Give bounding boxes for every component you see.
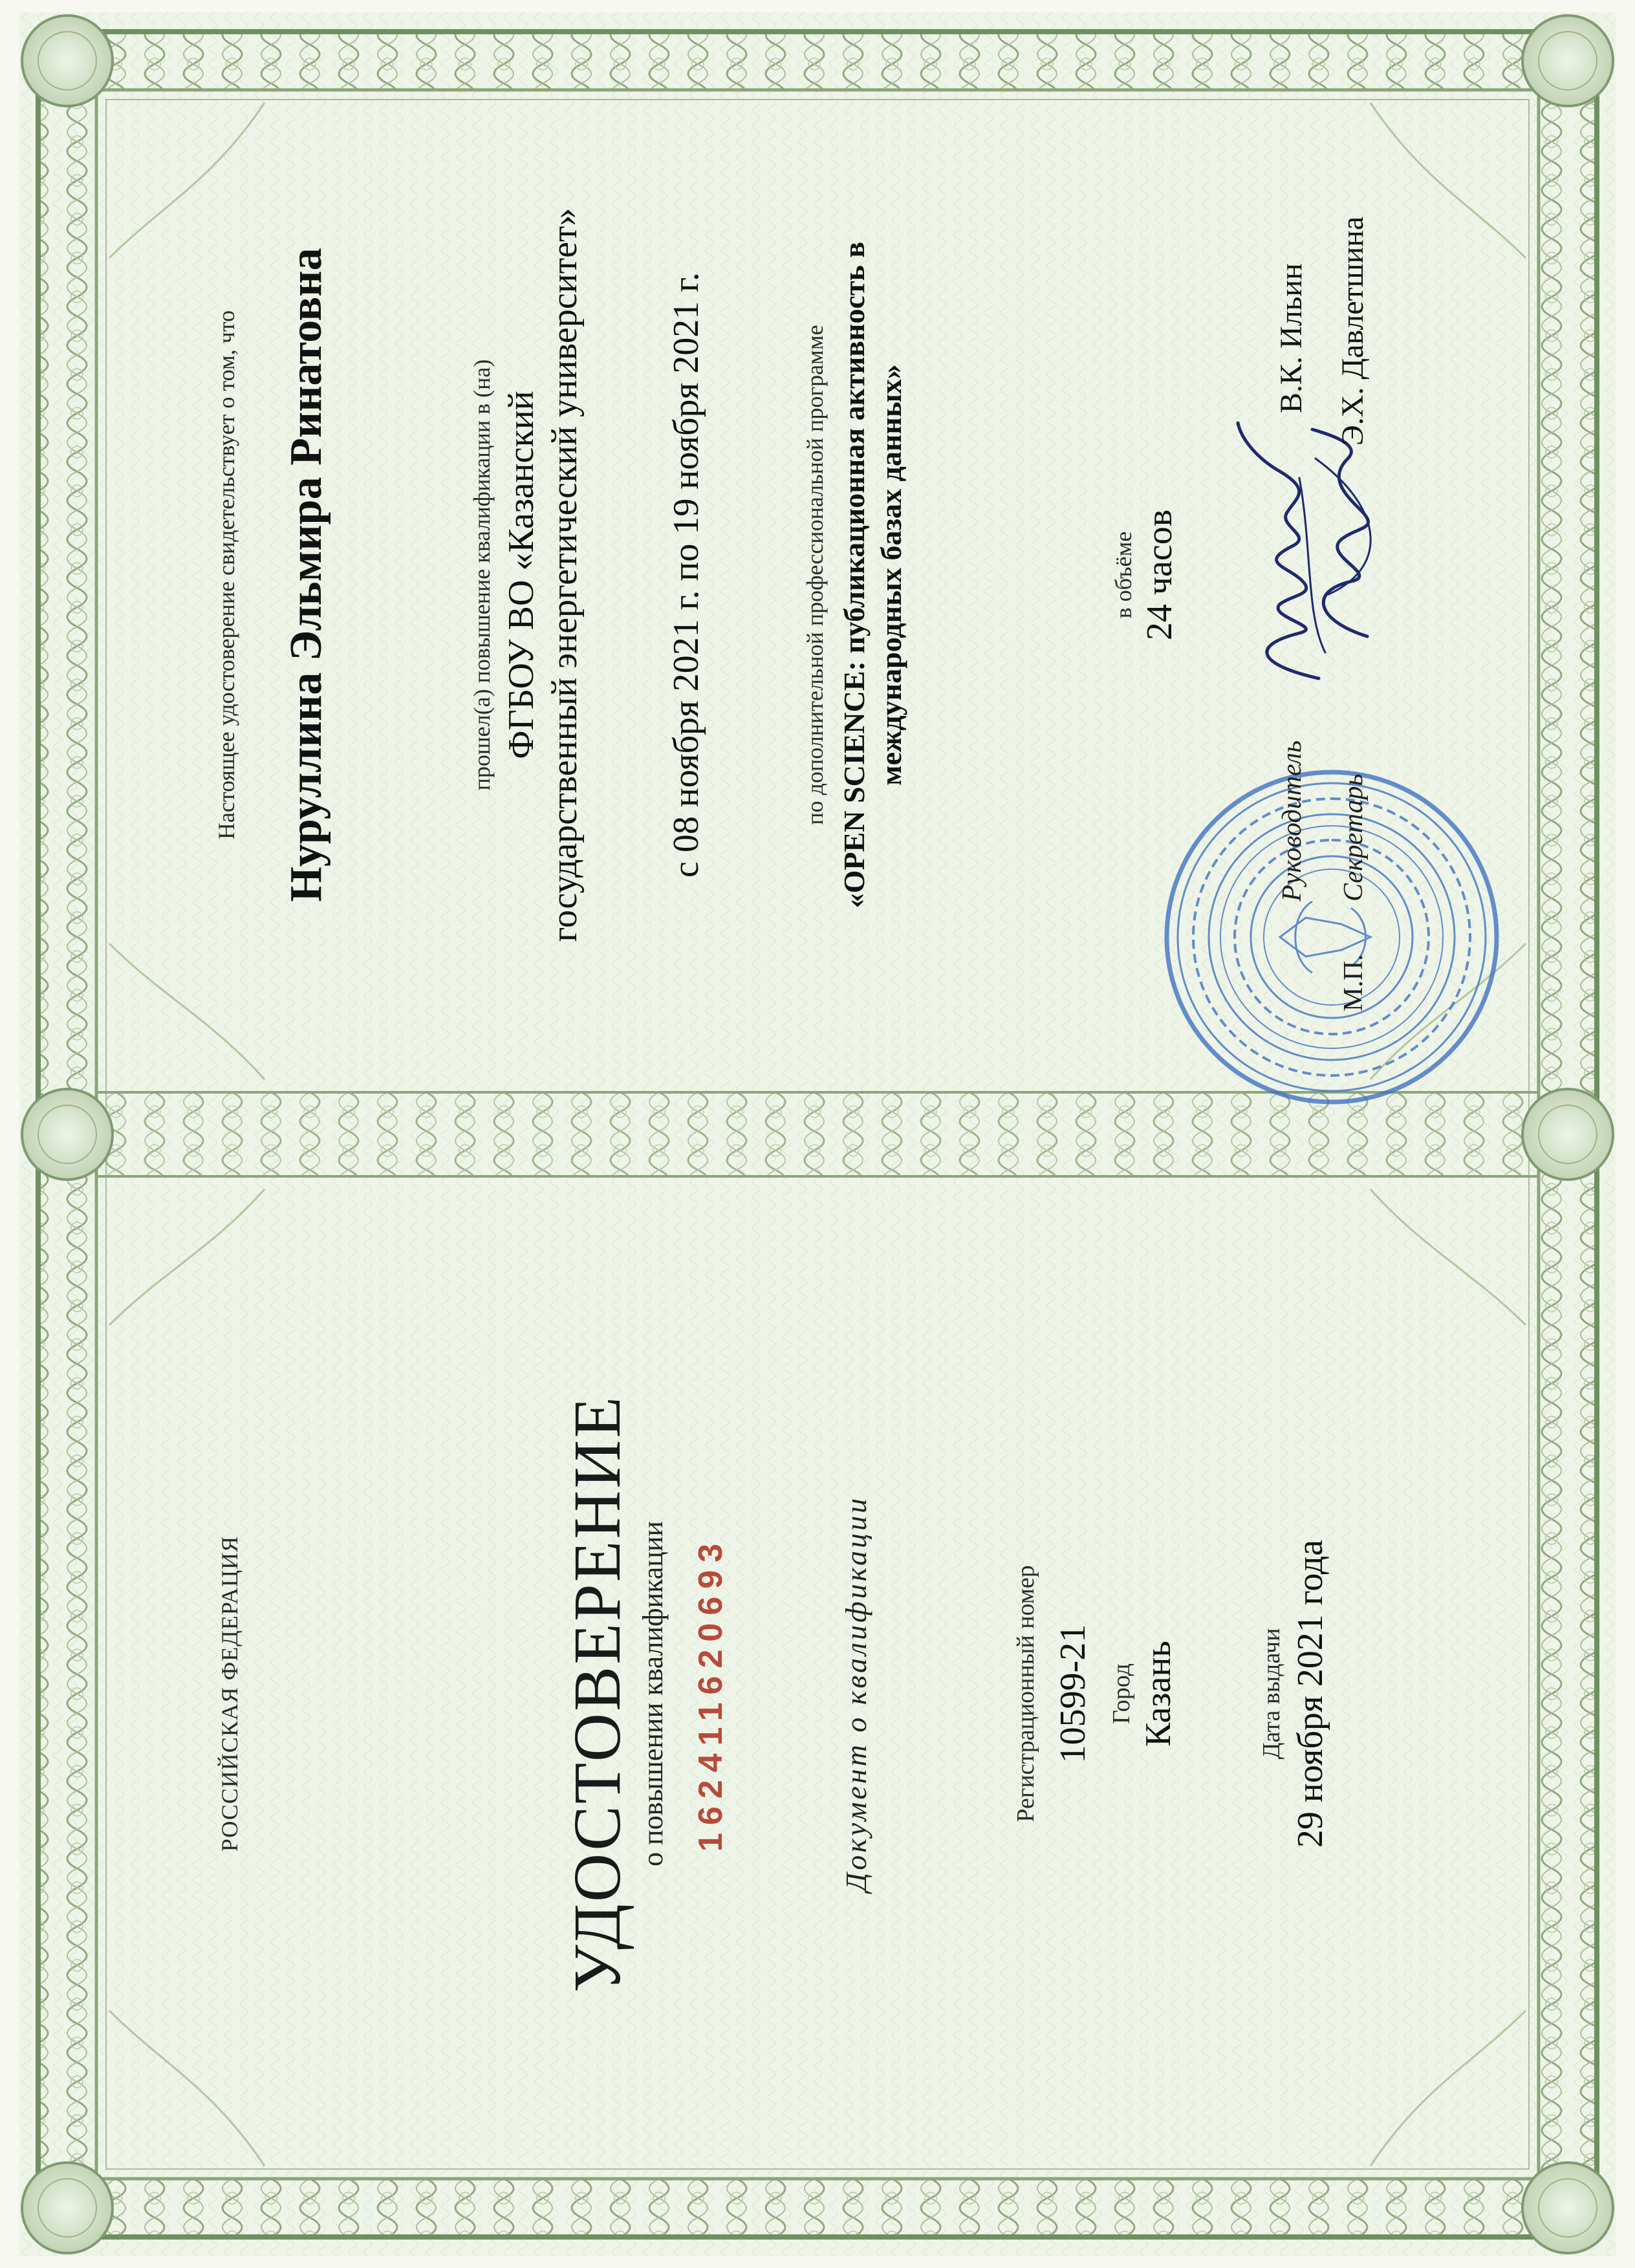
country-label: РОССИЙСКАЯ ФЕДЕРАЦИЯ bbox=[217, 1535, 243, 1852]
document-number: 162411620693 bbox=[692, 1535, 730, 1852]
person-name: Нуруллина Эльмира Ринатовна bbox=[281, 247, 331, 902]
reg-number-label: Регистрационный номер bbox=[1012, 1564, 1039, 1822]
program-label: по дополнительной профессиональной программе bbox=[802, 324, 828, 825]
secretary-role-label: Секретарь bbox=[1339, 773, 1369, 902]
reg-number-value: 10599-21 bbox=[1053, 1624, 1093, 1763]
organization-line-1: ФГБОУ ВО «Казанский bbox=[501, 390, 541, 759]
intro-text: Настоящее удостоверение свидетельствует о том, что bbox=[213, 310, 239, 839]
document-kind: Документ о квалификации bbox=[839, 1495, 872, 1892]
passed-text: прошел(а) повышение квалификации в (на) bbox=[469, 359, 495, 790]
head-name: В.К. Ильин bbox=[1274, 263, 1308, 413]
document-subtitle: о повышении квалификации bbox=[637, 1520, 669, 1866]
volume-value: 24 часов bbox=[1140, 509, 1180, 640]
study-period: с 08 ноября 2021 г. по 19 ноября 2021 г. bbox=[666, 272, 706, 878]
volume-label: в объёме bbox=[1110, 531, 1136, 618]
city-value: Казань bbox=[1138, 1640, 1178, 1747]
issue-date-value: 29 ноября 2021 года bbox=[1290, 1539, 1330, 1848]
program-title-line-1: «OPEN SCIENCE: публикационная активность в bbox=[838, 241, 871, 908]
secretary-name: Э.Х. Давлетшина bbox=[1336, 216, 1370, 446]
organization-line-2: государственный энергетический университет» bbox=[545, 207, 585, 942]
head-role-label: Руководитель bbox=[1277, 740, 1307, 902]
secretary-signature bbox=[1290, 420, 1400, 653]
city-label: Город bbox=[1108, 1663, 1135, 1724]
seal-placeholder-label: М.П. bbox=[1339, 953, 1369, 1011]
document-title: УДОСТОВЕРЕНИЕ bbox=[560, 1394, 634, 1993]
certificate bbox=[19, 12, 1616, 2256]
issue-date-label: Дата выдачи bbox=[1258, 1628, 1285, 1759]
official-seal bbox=[1157, 762, 1506, 1112]
program-title-line-2: международных базах данных» bbox=[874, 363, 907, 786]
